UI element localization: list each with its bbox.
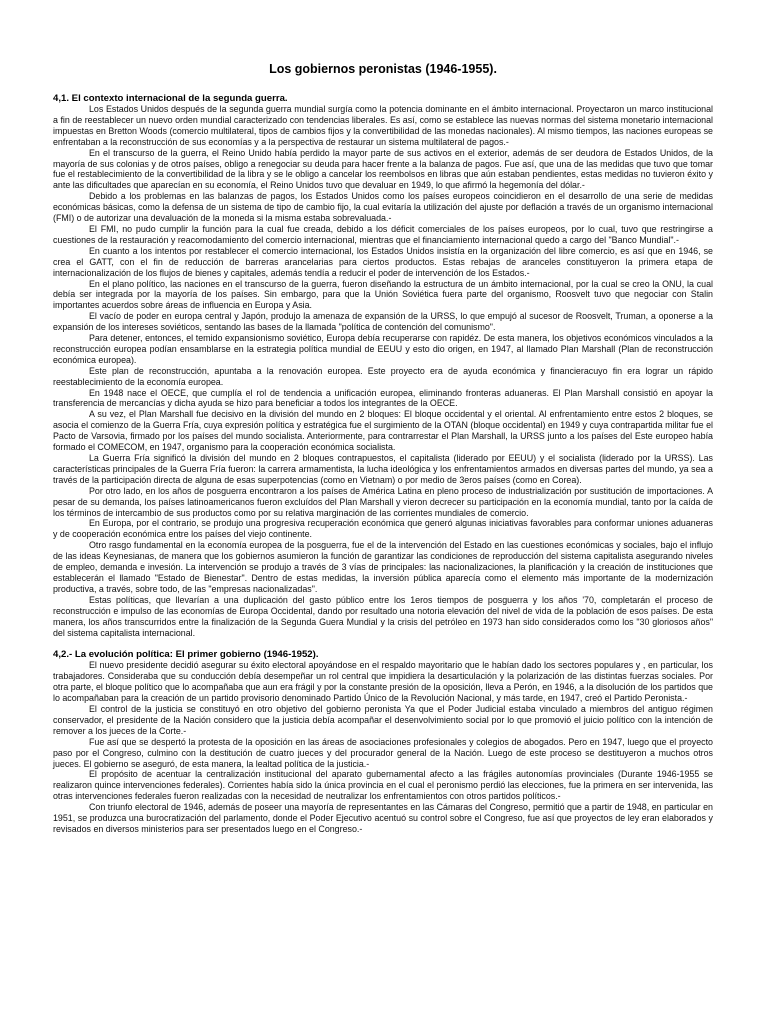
section-heading: 4,2.- La evolución política: El primer gobierno (1946-1952). — [53, 649, 319, 661]
paragraph: El nuevo presidente decidió asegurar su éxito electoral apoyándose en el respaldo mayoritario que le habían dado los sectores populares y , en particular, los trabajadores. Consideraba que su conducción debía desempeñar un rol central que impidiera la desarticulación y la polarización de las distintas fuerzas sociales. Por otra parte, el bloque político que lo acompañaba que aun era frágil y por la constante presión de la oposición, lleva a Perón, en 1946, a la disolución de los partidos que lo acompañaban para la creación de un partido provisorio denominado Partido Único de la Revolución Nacional, y más tarde, en 1947, creó el Partido Peronista.- — [53, 660, 713, 704]
paragraph: El vacío de poder en europa central y Japón, produjo la amenaza de expansión de la URSS, lo que empujó al sucesor de Roosvelt, Truman, a oponerse a la expansión de los intereses soviéticos, sentando las bases de la llamada "política de contención del comunismo". — [53, 311, 713, 333]
paragraph: En el transcurso de la guerra, el Reino Unido había perdido la mayor parte de sus activos en el exterior, además de ser deudora de Estados Unidos, de la mayoría de sus colonias y de otros países, obligo a renegociar su deuda para hacer frente a la balanza de pagos. Fue así, que una de las medidas que tuvo que tomar fue el restablecimiento de la convertibilidad de la libra y se le obligo a cancelar los reembolsos en libras que aún estaban pendientes, estas medidas no tuvieron éxito y ante las dificultades que aparecían en su economía, el Reino Unidos tuvo que devaluar en 1949, lo que afirmó la hegemonía del dólar.- — [53, 147, 713, 191]
paragraph: En Europa, por el contrario, se produjo una progresiva recuperación económica que generó algunas iniciativas favorables para conformar uniones aduaneras y de cooperación económica entre los países del viejo continente. — [53, 518, 713, 540]
paragraph: El propósito de acentuar la centralización institucional del aparato gubernamental afecto a las frágiles autonomías provinciales (Durante 1946-1955 se realizaron quince intervenciones federales). Corrientes había sido la única provincia en el cual el peronismo perdió las elecciones, fue la primera en ser intervenida, las otras intervenciones federales fueron realizadas con la necesidad de neutralizar los enfrentamientos con otros partidos políticos.- — [53, 769, 713, 802]
paragraph: En cuanto a los intentos por restablecer el comercio internacional, los Estados Unidos insistía en la organización del libre comercio, es así que en 1946, se crea el GATT, con el fin de reducción de barreras arancelarias para ciertos productos. Estas rebajas de aranceles constituyeron la primera etapa de internacionalización de los flujos de bienes y capitales, además tendía a reducir el poder de intervención de los Estados.- — [53, 245, 713, 278]
paragraph: En 1948 nace el OECE, que cumplía el rol de tendencia a unificación europea, eliminando fronteras aduaneras. El Plan Marshall consistió en apoyar la transferencia de mercancías y dicha ayuda se hizo para beneficiar a todos los integrantes de la OECE. — [53, 387, 713, 409]
document-page — [53, 62, 713, 835]
paragraph: La Guerra Fría significó la división del mundo en 2 bloques contrapuestos, el capitalista (liderado por EEUU) y el socialista (liderado por la URSS). Las características principales de la Guerra Fría fueron: la carrera armamentista, la lucha ideológica y los enfrentamientos armados en diversas partes del mundo, ya sea a través de la participación directa de alguna de esas superpotencias (como en Vietnam) o por medio de 3eros países (como en Corea). — [53, 453, 713, 485]
section-political-evolution — [53, 649, 713, 835]
paragraph: Debido a los problemas en las balanzas de pagos, los Estados Unidos como los países europeos coincidieron en el desarrollo de una serie de medidas económicas básicas, como la defensa de un sistema de tipo de cambio fijo, la cual evitaría la utilización del ajuste por deflación a través de un organismo internacional (FMI) o de autorizar una devaluación de la moneda si la misma estaba sobrevaluada.- — [53, 191, 713, 224]
paragraph: Por otro lado, en los años de posguerra encontraron a los países de América Latina en pleno proceso de industrialización por sustitución de importaciones. A pesar de su demanda, los países latinoamericanos fueron excluídos del Plan Marshall y vieron decrecer su participación en la economía mundial, tanto por la caída de los términos de intercambio de sus productos como por su relativa marginación de las corrientes mundiales de comercio. — [53, 485, 713, 518]
paragraph: Fue así que se despertó la protesta de la oposición en las áreas de asociaciones profesionales y colegios de abogados. Pero en 1947, luego que el proyecto paso por el Congreso, culmino con la destitución de cuatro jueces y del procurador general de la Nación. Luego de este proceso se destituyeron a muchos otros jueces. El gobierno se aseguró, de esta manera, la lealtad política de la justicia.- — [53, 736, 713, 769]
paragraph: El control de la justicia se constituyó en otro objetivo del gobierno peronista Ya que el Poder Judicial estaba vinculado a miembros del antiguo régimen conservador, el presidente de la Nación considero que la justicia debía acompañar el desenvolvimiento social por lo que promovió el juicio político con la intención de remover a los jueces de la Corte.- — [53, 704, 713, 736]
paragraph: En el plano político, las naciones en el transcurso de la guerra, fueron diseñando la estructura de un ámbito internacional, por la cual se creo la ONU, la cual debía ser integrada por la mayoría de los países. Sin embargo, para que la Unión Soviética fuera parte del organismo, Roosvelt tuvo que negociar con Stalin importantes acuerdos sobre áreas de influencia en Europa y Asia. — [53, 278, 713, 311]
document-title: Los gobiernos peronistas (1946-1955). — [269, 62, 497, 76]
paragraph: Con triunfo electoral de 1946, además de poseer una mayoría de representantes en las Cámaras del Congreso, permitió que a partir de 1948, en particular en 1951, se produzca una burocratización del parlamento, donde el Poder Ejecutivo acentuó su control sobre el Congreso, fue así que proyectos de ley eran elaborados y revisados en diversos ministerios para ser presentados luego en el Congreso.- — [53, 802, 713, 834]
paragraph: El FMI, no pudo cumplir la función para la cual fue creada, debido a los déficit comerciales de los países europeos, por lo cual, tuvo que restringirse a cuestiones de la restauración y reacomodamiento del comercio internacional, mientras que el financiamiento internacional quedo a cargo del "Banco Mundial".- — [53, 223, 713, 245]
paragraph: Los Estados Unidos después de la segunda guerra mundial surgía como la potencia dominante en el ámbito internacional. Proyectaron un marco institucional a fin de reestablecer un nuevo orden mundial caracterizado con tendencias liberales. Es así, como se establece las nuevas normas del sistema monetario internacional impuestas en Bretton Woods (comercio multilateral, tipos de cambios fijos y la convertibilidad de las monedas nacionales). Al mismo tiempos, las naciones europeas se enfrentaban a la reconstrucción de sus economías y a la perspectiva de restaurar un sistema multilateral de pagos.- — [53, 104, 713, 147]
section-heading: 4,1. El contexto internacional de la segunda guerra. — [53, 93, 288, 104]
paragraph: Estas políticas, que llevarían a una duplicación del gasto público entre los 1eros tiempos de posguerra y los años '70, completarán el proceso de reconstrucción e impulso de las economías de Europa Occidental, dando por resultado una notoria elevación del nivel de vida de la población de esos países. De esta manera, los años transcurridos entre la finalización de la Segunda Guera Mundial y la crisis del petróleo en 1973 han sido considerados como los "30 gloriosos años" del sistema capitalista internacional. — [53, 594, 713, 638]
paragraph: Otro rasgo fundamental en la economía europea de la posguerra, fue el de la intervención del Estado en las cuestiones económicas y sociales, bajo el influjo de las ideas Keynesianas, de manera que los gobiernos asumieron la función de garantizar las condiciones de reproducción del sistema capitalista asegurando niveles de empleo, demanda e invesión. La intervención se produjo a través de 3 vías de principales: las nacionalizaciones, la planificación y la creación de instituciones que establecerán el llamado "Estado de Bienestar". Dentro de estas medidas, la inversión pública aparecía como el elemento más importante de la modernización productiva, a través, sobre todo, de las "empresas nacionalizadas". — [53, 540, 713, 594]
paragraph: Este plan de reconstrucción, apuntaba a la renovación europea. Este proyecto era de ayuda económica y financieracuyo fin era lograr un rápido reestablecimiento de la economía europea. — [53, 365, 713, 387]
section-international-context — [53, 93, 713, 638]
paragraph: Para detener, entonces, el temido expansionismo soviético, Europa debía recuperarse con rapidéz. De esta manera, los objetivos económicos vinculados a la reconstrucción europea podían ensamblarse en la estrategia política mundial de EEUU y esto dio origen, en 1947, al llamado Plan Marshall (Plan de reconstrucción económica europea). — [53, 333, 713, 365]
paragraph: A su vez, el Plan Marshall fue decisivo en la división del mundo en 2 bloques: El bloque occidental y el oriental. Al enfrentamiento entre estos 2 bloques, se asocia el comienzo de la Guerra Fría, cuya expresión política y estratégica fue el surgimiento de la OTAN (bloque occidental) en 1949 y cuya contrapartida militar fue el Pacto de Varsovia, firmado por los países del mundo socialista. Anteriormente, para contrarrestar el Plan Marshall, la URSS junto a los países del Este europeo había formado el COMECOM, en 1947, organismo para la cooperación económica socialista. — [53, 409, 713, 453]
